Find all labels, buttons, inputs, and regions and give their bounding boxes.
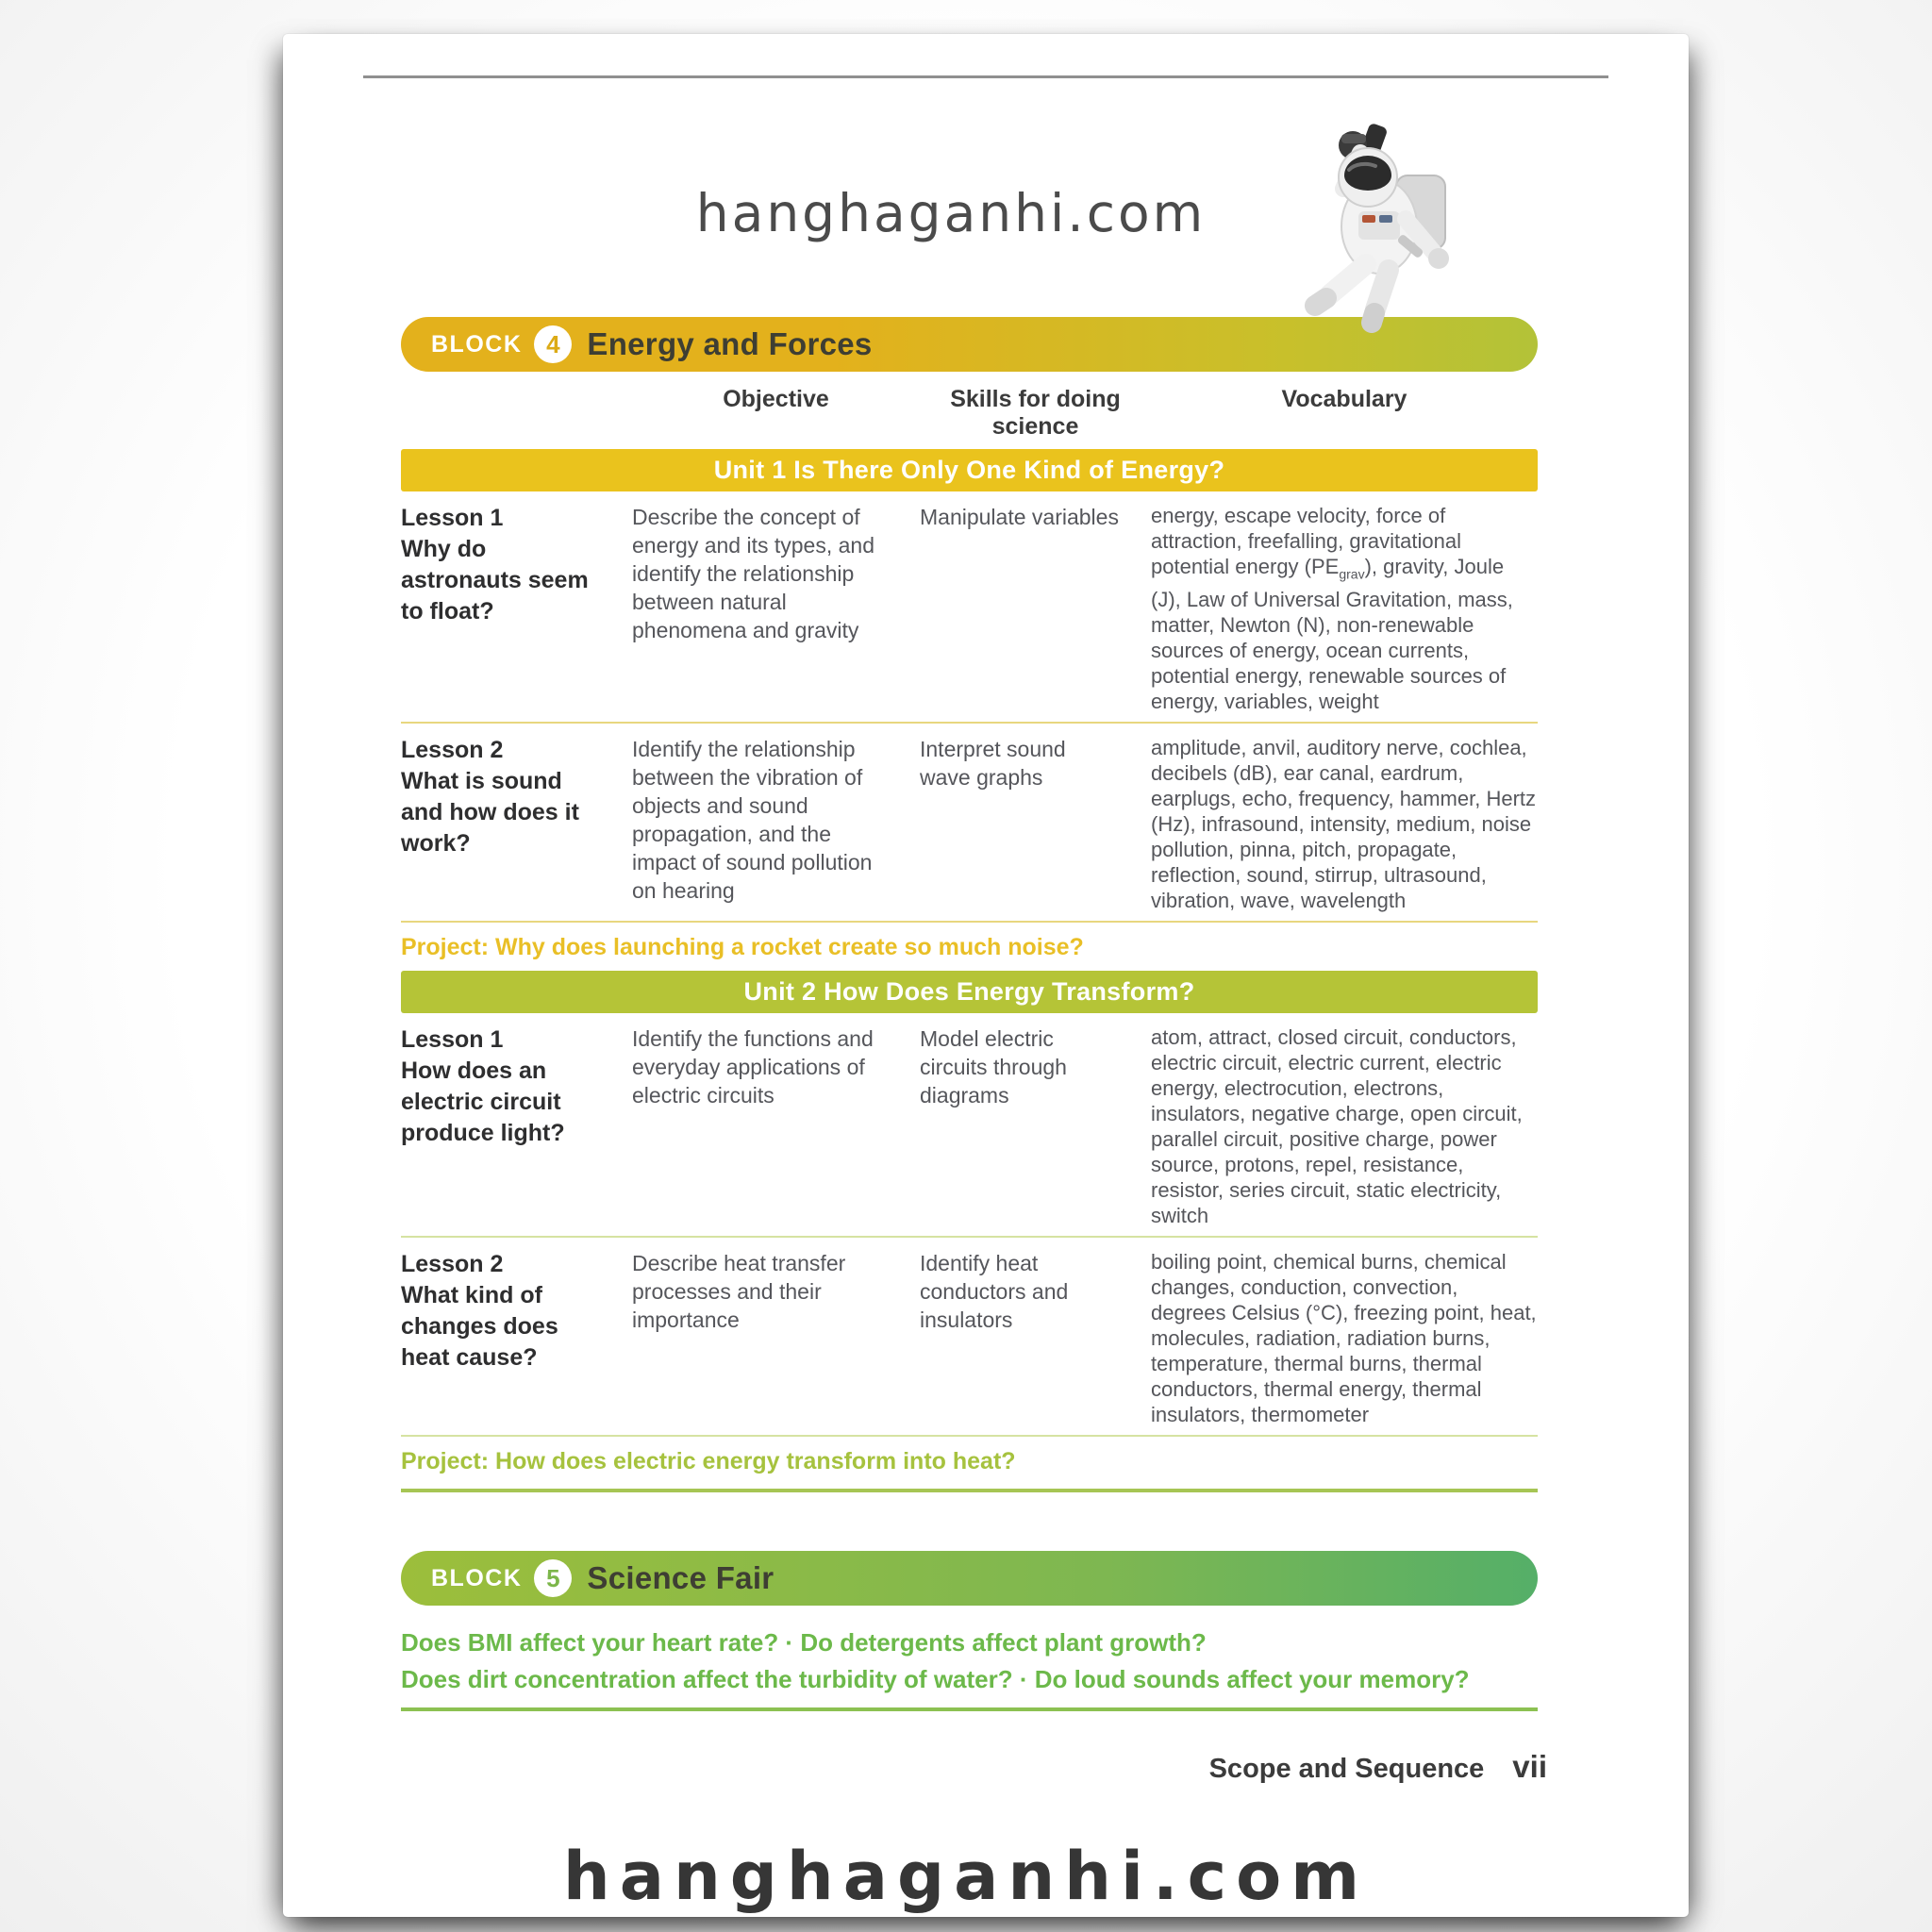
lesson-vocabulary xyxy=(1151,503,1538,714)
lesson-label-and-question xyxy=(401,1249,632,1427)
astronaut-illustration xyxy=(1285,121,1478,333)
science-fair-rule xyxy=(401,1707,1538,1711)
column-header-spacer xyxy=(401,386,632,441)
lesson-question: How does an electric circuit produce light? xyxy=(401,1058,565,1147)
lesson-objective: Identify the functions and everyday applications of electric circuits xyxy=(632,1026,874,1108)
lesson-label-and-question xyxy=(401,735,632,913)
block4-title: Energy and Forces xyxy=(587,326,873,361)
lesson-vocabulary: amplitude, anvil, auditory nerve, cochlea, decibels (dB), ear canal, eardrum, earplugs, echo, frequency, hammer, Hertz (Hz), infrasound, intensity, medium, noise pollution, pinna, pitch, propagate, reflection, sound, stirrup, ultrasound, vibration, wave, wavelength xyxy=(1151,736,1537,913)
unit2-lesson2-row xyxy=(401,1238,1538,1437)
lesson-label: Lesson 2 xyxy=(401,1251,504,1278)
unit1-title: Unit 1 Is There Only One Kind of Energy? xyxy=(713,456,1225,484)
unit2-band xyxy=(401,971,1538,1013)
lesson-vocabulary: boiling point, chemical burns, chemical changes, conduction, convection, degrees Celsius (°C), freezing point, heat, molecules, radiation, radiation burns, temperature, thermal burns, thermal conductors, thermal energy, thermal insulators, thermometer xyxy=(1151,1250,1537,1427)
vocab-subscript-grav: grav xyxy=(1339,566,1365,582)
unit1-project-line: Project: Why does launching a rocket create so much noise? xyxy=(401,934,1084,961)
lesson-label-and-question xyxy=(401,503,632,714)
block4-label: BLOCK xyxy=(431,330,523,358)
astronaut-image xyxy=(1285,121,1478,333)
lesson-question: What is sound and how does it work? xyxy=(401,768,579,858)
lesson-label-and-question xyxy=(401,1024,632,1228)
column-header-vocabulary: Vocabulary xyxy=(1281,386,1407,412)
unit2-title: Unit 2 How Does Energy Transform? xyxy=(743,977,1195,1007)
vocab-text-pre: energy, escape velocity, force of attraction, freefalling, gravitational potential energy (PE xyxy=(1151,504,1461,578)
footer-page-number: vii xyxy=(1512,1749,1547,1784)
unit1-lesson2-row xyxy=(401,724,1538,923)
column-header-objective: Objective xyxy=(723,386,829,412)
lesson-label: Lesson 1 xyxy=(401,505,504,531)
lesson-objective: Identify the relationship between the vibration of objects and sound propagation, and the impact of sound pollution on hearing xyxy=(632,737,873,904)
column-header-skills: Skills for doing science xyxy=(950,386,1121,440)
block5-header-bar xyxy=(401,1551,1538,1606)
block5-number-badge: 5 xyxy=(534,1559,572,1597)
footer-section-title: Scope and Sequence xyxy=(1208,1754,1485,1784)
watermark-bottom: hanghaganhi.com xyxy=(562,1838,1370,1915)
lesson-skills: Model electric circuits through diagrams xyxy=(920,1026,1067,1108)
lesson-label: Lesson 2 xyxy=(401,737,504,764)
block5-label: BLOCK xyxy=(431,1564,523,1591)
watermark-top: hanghaganhi.com xyxy=(695,183,1207,243)
lesson-objective: Describe heat transfer processes and their importance xyxy=(632,1251,846,1333)
science-fair-question-line-1: Does BMI affect your heart rate? · Do detergents affect plant growth? xyxy=(401,1628,1207,1657)
lesson-skills: Interpret sound wave graphs xyxy=(920,737,1066,791)
block5-title: Science Fair xyxy=(587,1560,774,1596)
unit1-lesson1-row xyxy=(401,491,1538,724)
lesson-skills: Identify heat conductors and insulators xyxy=(920,1251,1069,1333)
lesson-vocabulary: atom, attract, closed circuit, conductors, electric circuit, electric current, electric energy, electrocution, electrons, insulators, negative charge, open circuit, parallel circuit, positive charge, power source, protons, repel, resistance, resistor, series circuit, static electricity, switch xyxy=(1151,1025,1523,1228)
lesson-skills: Manipulate variables xyxy=(920,505,1119,529)
lesson-question: Why do astronauts seem to float? xyxy=(401,536,589,625)
column-headers-row xyxy=(401,372,1538,449)
unit1-band xyxy=(401,449,1538,491)
book-page xyxy=(283,34,1689,1917)
top-divider-rule xyxy=(363,75,1608,78)
lesson-question: What kind of changes does heat cause? xyxy=(401,1282,558,1372)
science-fair-questions xyxy=(401,1624,1538,1698)
lesson-objective: Describe the concept of energy and its types, and identify the relationship between natural phenomena and gravity xyxy=(632,505,874,642)
vocab-text-post: ), gravity, Joule (J), Law of Universal Gravitation, mass, matter, Newton (N), non-renewable sources of energy, ocean currents, potential energy, renewable sources of energy, variables, weight xyxy=(1151,555,1513,714)
unit2-project-line: Project: How does electric energy transform into heat? xyxy=(401,1437,1538,1492)
unit2-lesson1-row xyxy=(401,1013,1538,1238)
page-footer xyxy=(1209,1749,1547,1785)
lesson-label: Lesson 1 xyxy=(401,1026,504,1054)
science-fair-question-line-2: Does dirt concentration affect the turbidity of water? · Do loud sounds affect your memory? xyxy=(401,1665,1470,1694)
block4-number-badge: 4 xyxy=(534,325,572,363)
